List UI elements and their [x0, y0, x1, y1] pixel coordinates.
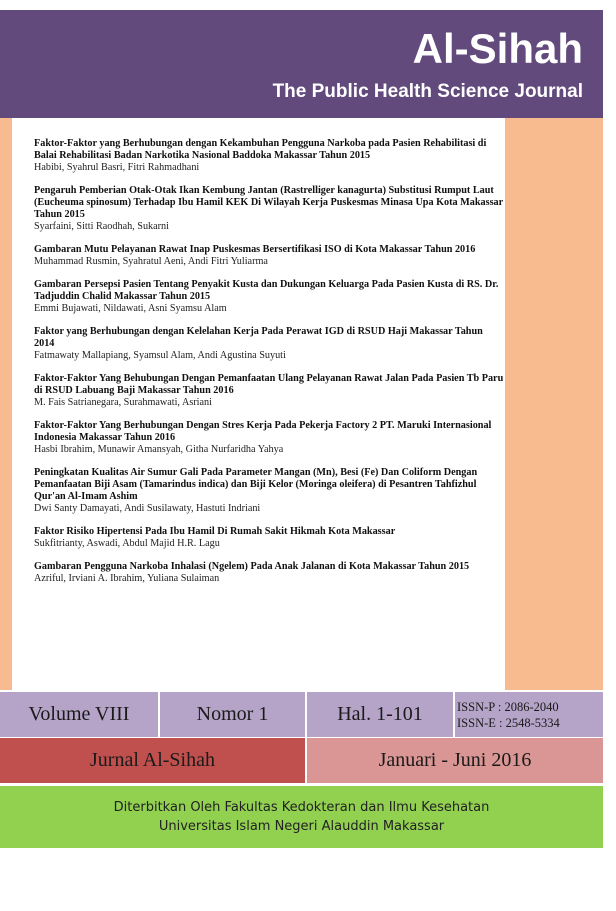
article-item	[34, 244, 504, 268]
article-title: Faktor yang Berhubungan dengan Kelelahan Kerja Pada Perawat IGD di RSUD Haji Makassar Tahun 2014	[34, 326, 483, 349]
issn-block	[455, 692, 603, 737]
article-title: Faktor-Faktor Yang Berhubungan Dengan Stres Kerja Pada Pekerja Factory 2 PT. Maruki Internasional Indonesia Makassar Tahun 2016	[34, 420, 492, 443]
article-item	[34, 185, 504, 233]
article-authors: Muhammad Rusmin, Syahratul Aeni, Andi Fitri Yuliarma	[34, 256, 268, 267]
journal-subtitle: The Public Health Science Journal	[272, 81, 583, 102]
article-authors: Fatmawaty Mallapiang, Syamsul Alam, Andi Agustina Suyuti	[34, 350, 286, 361]
issue-number-label: Nomor 1	[160, 692, 305, 737]
article-item	[34, 373, 504, 409]
journal-name-label: Jurnal Al-Sihah	[0, 738, 305, 783]
article-title: Faktor Risiko Hipertensi Pada Ibu Hamil Di Rumah Sakit Hikmah Kota Makassar	[34, 526, 396, 537]
article-list	[34, 138, 504, 596]
journal-title: Al-Sihah	[412, 25, 583, 72]
journal-period-row	[0, 738, 603, 784]
publisher-footer	[0, 786, 603, 848]
table-of-contents-frame	[0, 118, 603, 690]
article-item	[34, 138, 504, 174]
article-item	[34, 326, 504, 362]
article-item	[34, 279, 504, 315]
table-of-contents-panel	[12, 118, 505, 690]
article-authors: Azriful, Irviani A. Ibrahim, Yuliana Sulaiman	[34, 573, 220, 584]
article-authors: Emmi Bujawati, Nildawati, Asni Syamsu Alam	[34, 303, 227, 314]
article-item	[34, 420, 504, 456]
article-authors: Sukfitrianty, Aswadi, Abdul Majid H.R. Lagu	[34, 538, 220, 549]
article-title: Pengaruh Pemberian Otak-Otak Ikan Kembung Jantan (Rastrelliger kanagurta) Substitusi Rumput Laut (Eucheuma spinosum) Terhadap Ibu Hamil KEK Di Wilayah Kerja Puskesmas Minasa Upa Kota Makassar Tahun 2015	[34, 185, 503, 220]
article-authors: Hasbi Ibrahim, Munawir Amansyah, Githa Nurfaridha Yahya	[34, 444, 284, 455]
article-title: Peningkatan Kualitas Air Sumur Gali Pada Parameter Mangan (Mn), Besi (Fe) Dan Coliform Dengan Pemanfaatan Biji Asam (Tamarindus indica) dan Biji Kelor (Moringa oleifera) di Pesantren Tahfizhul Qur'an Al-Imam Ashim	[34, 467, 478, 502]
article-title: Faktor-Faktor yang Berhubungan dengan Kekambuhan Pengguna Narkoba pada Pasien Rehabilitasi di Balai Rehabilitasi Badan Narkotika Nasional Baddoka Makassar Tahun 2015	[34, 138, 487, 161]
article-item	[34, 467, 504, 515]
page-range-label: Hal. 1-101	[307, 692, 453, 737]
article-authors: Dwi Santy Damayati, Andi Susilawaty, Hastuti Indriani	[34, 503, 261, 514]
article-authors: M. Fais Satrianegara, Surahmawati, Asriani	[34, 397, 212, 408]
volume-label: Volume VIII	[0, 692, 158, 737]
article-authors: Habibi, Syahrul Basri, Fitri Rahmadhani	[34, 162, 200, 173]
article-title: Gambaran Pengguna Narkoba Inhalasi (Ngelem) Pada Anak Jalanan di Kota Makassar Tahun 2015	[34, 561, 470, 572]
article-title: Faktor-Faktor Yang Behubungan Dengan Pemanfaatan Ulang Pelayanan Rawat Jalan Pada Pasien Tb Paru di RSUD Labuang Baji Makassar Tahun 2016	[34, 373, 504, 396]
cover-header	[0, 10, 603, 118]
article-item	[34, 561, 504, 585]
issn-print: ISSN-P : 2086-2040	[457, 699, 559, 714]
article-title: Gambaran Mutu Pelayanan Rawat Inap Puskesmas Bersertifikasi ISO di Kota Makassar Tahun 2016	[34, 244, 476, 255]
publisher-line-1: Diterbitkan Oleh Fakultas Kedokteran dan Ilmu Kesehatan	[113, 800, 490, 815]
publication-period-label: Januari - Juni 2016	[307, 738, 603, 783]
issn-electronic: ISSN-E : 2548-5334	[457, 715, 560, 730]
publication-info-row	[0, 692, 603, 737]
article-item	[34, 526, 504, 550]
publisher-line-2: Universitas Islam Negeri Alauddin Makassar	[158, 819, 445, 834]
article-authors: Syarfaini, Sitti Raodhah, Sukarni	[34, 221, 169, 232]
article-title: Gambaran Persepsi Pasien Tentang Penyakit Kusta dan Dukungan Keluarga Pada Pasien Kusta di RS. Dr. Tadjuddin Chalid Makassar Tahun 2015	[34, 279, 499, 302]
